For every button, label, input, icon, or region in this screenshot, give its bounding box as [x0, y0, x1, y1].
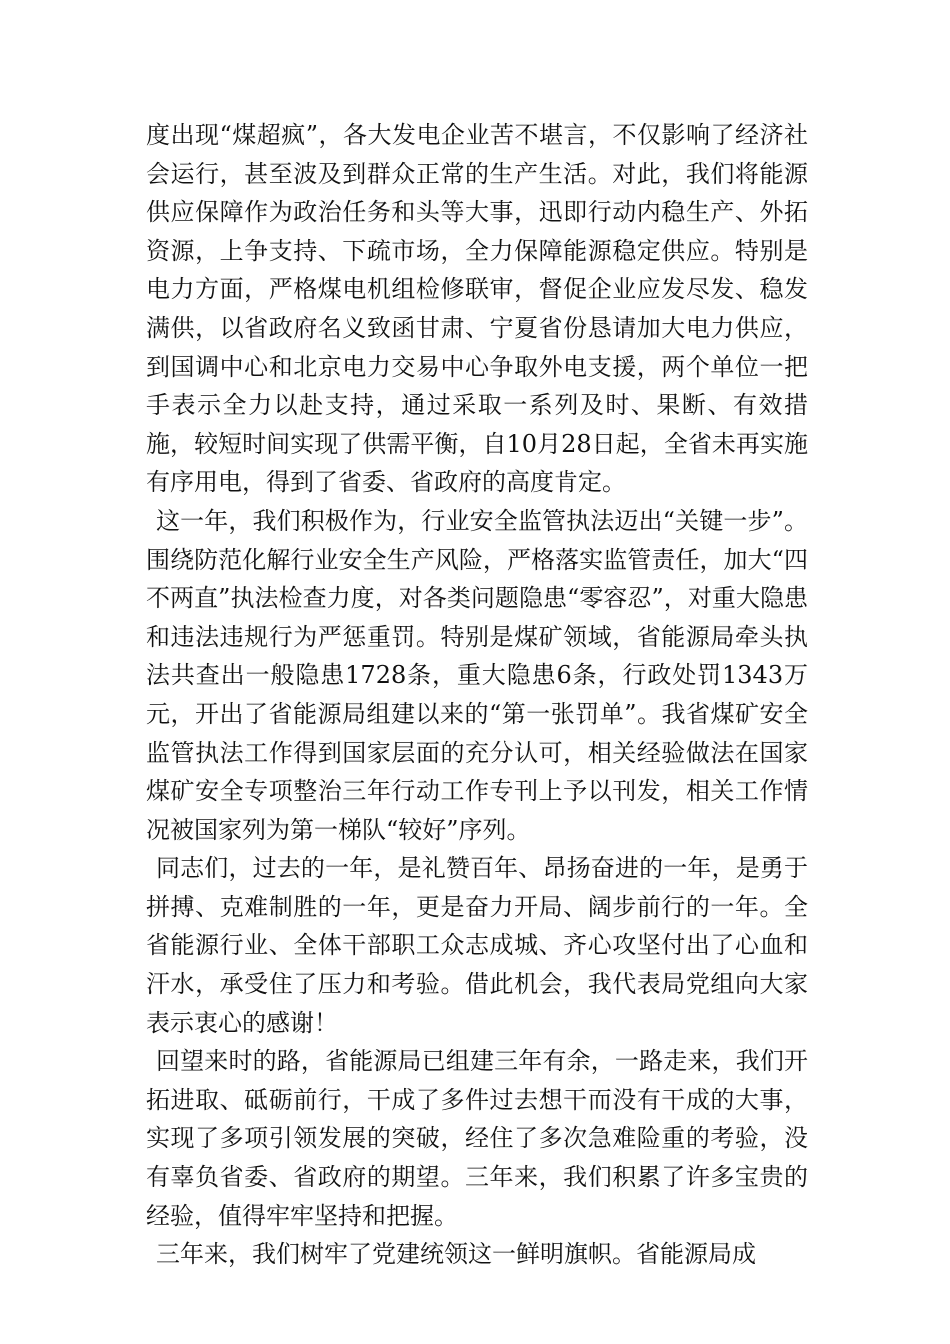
paragraph-energy-supply: 度出现“煤超疯”，各大发电企业苦不堪言，不仅影响了经济社会运行，甚至波及到群众正常的生产生活。对此，我们将能源供应保障作为政治任务和头等大事，迅即行动内稳生产、外拓资源，上争支持、下疏市场，全力保障能源稳定供应。特别是电力方面，严格煤电机组检修联审，督促企业应发尽发、稳发满供，以省政府名义致函甘肃、宁夏省份恳请加大电力供应，到国调中心和北京电力交易中心争取外电支援，两个单位一把手表示全力以赴支持，通过采取一系列及时、果断、有效措施，较短时间实现了供需平衡，自10月28日起，全省未再实施有序用电，得到了省委、省政府的高度肯定。: [146, 121, 808, 497]
paragraph-safety-enforcement: 这一年，我们积极作为，行业安全监管执法迈出“关键一步”。围绕防范化解行业安全生产风险，严格落实监管责任，加大“四不两直”执法检查力度，对各类问题隐患“零容忍”，对重大隐患和违法违规行为严惩重罚。特别是煤矿领域，省能源局牵头执法共查出一般隐患1728条，重大隐患6条，行政处罚1343万元，开出了省能源局组建以来的“第一张罚单”。我省煤矿安全监管执法工作得到国家层面的充分认可，相关经验做法在国家煤矿安全专项整治三年行动工作专刊上予以刊发，相关工作情况被国家列为第一梯队“较好”序列。: [146, 506, 808, 844]
paragraph-party-building: 三年来，我们树牢了党建统领这一鲜明旗帜。省能源局成: [156, 1240, 756, 1269]
paragraph-retrospective: 回望来时的路，省能源局已组建三年有余，一路走来，我们开拓进取、砥砺前行，干成了多件过去想干而没有干成的大事，实现了多项引领发展的突破，经住了多次急难险重的考验，没有辜负省委、省政府的期望。三年来，我们积累了许多宝贵的经验，值得牢牢坚持和把握。: [146, 1047, 808, 1230]
paragraph-thanks: 同志们，过去的一年，是礼赞百年、昂扬奋进的一年，是勇于拼搏、克难制胜的一年，更是奋力开局、阔步前行的一年。全省能源行业、全体干部职工众志成城、齐心攻坚付出了心血和汗水，承受住了压力和考验。借此机会，我代表局党组向大家表示衷心的感谢！: [146, 854, 808, 1037]
document-body: [146, 116, 808, 1274]
